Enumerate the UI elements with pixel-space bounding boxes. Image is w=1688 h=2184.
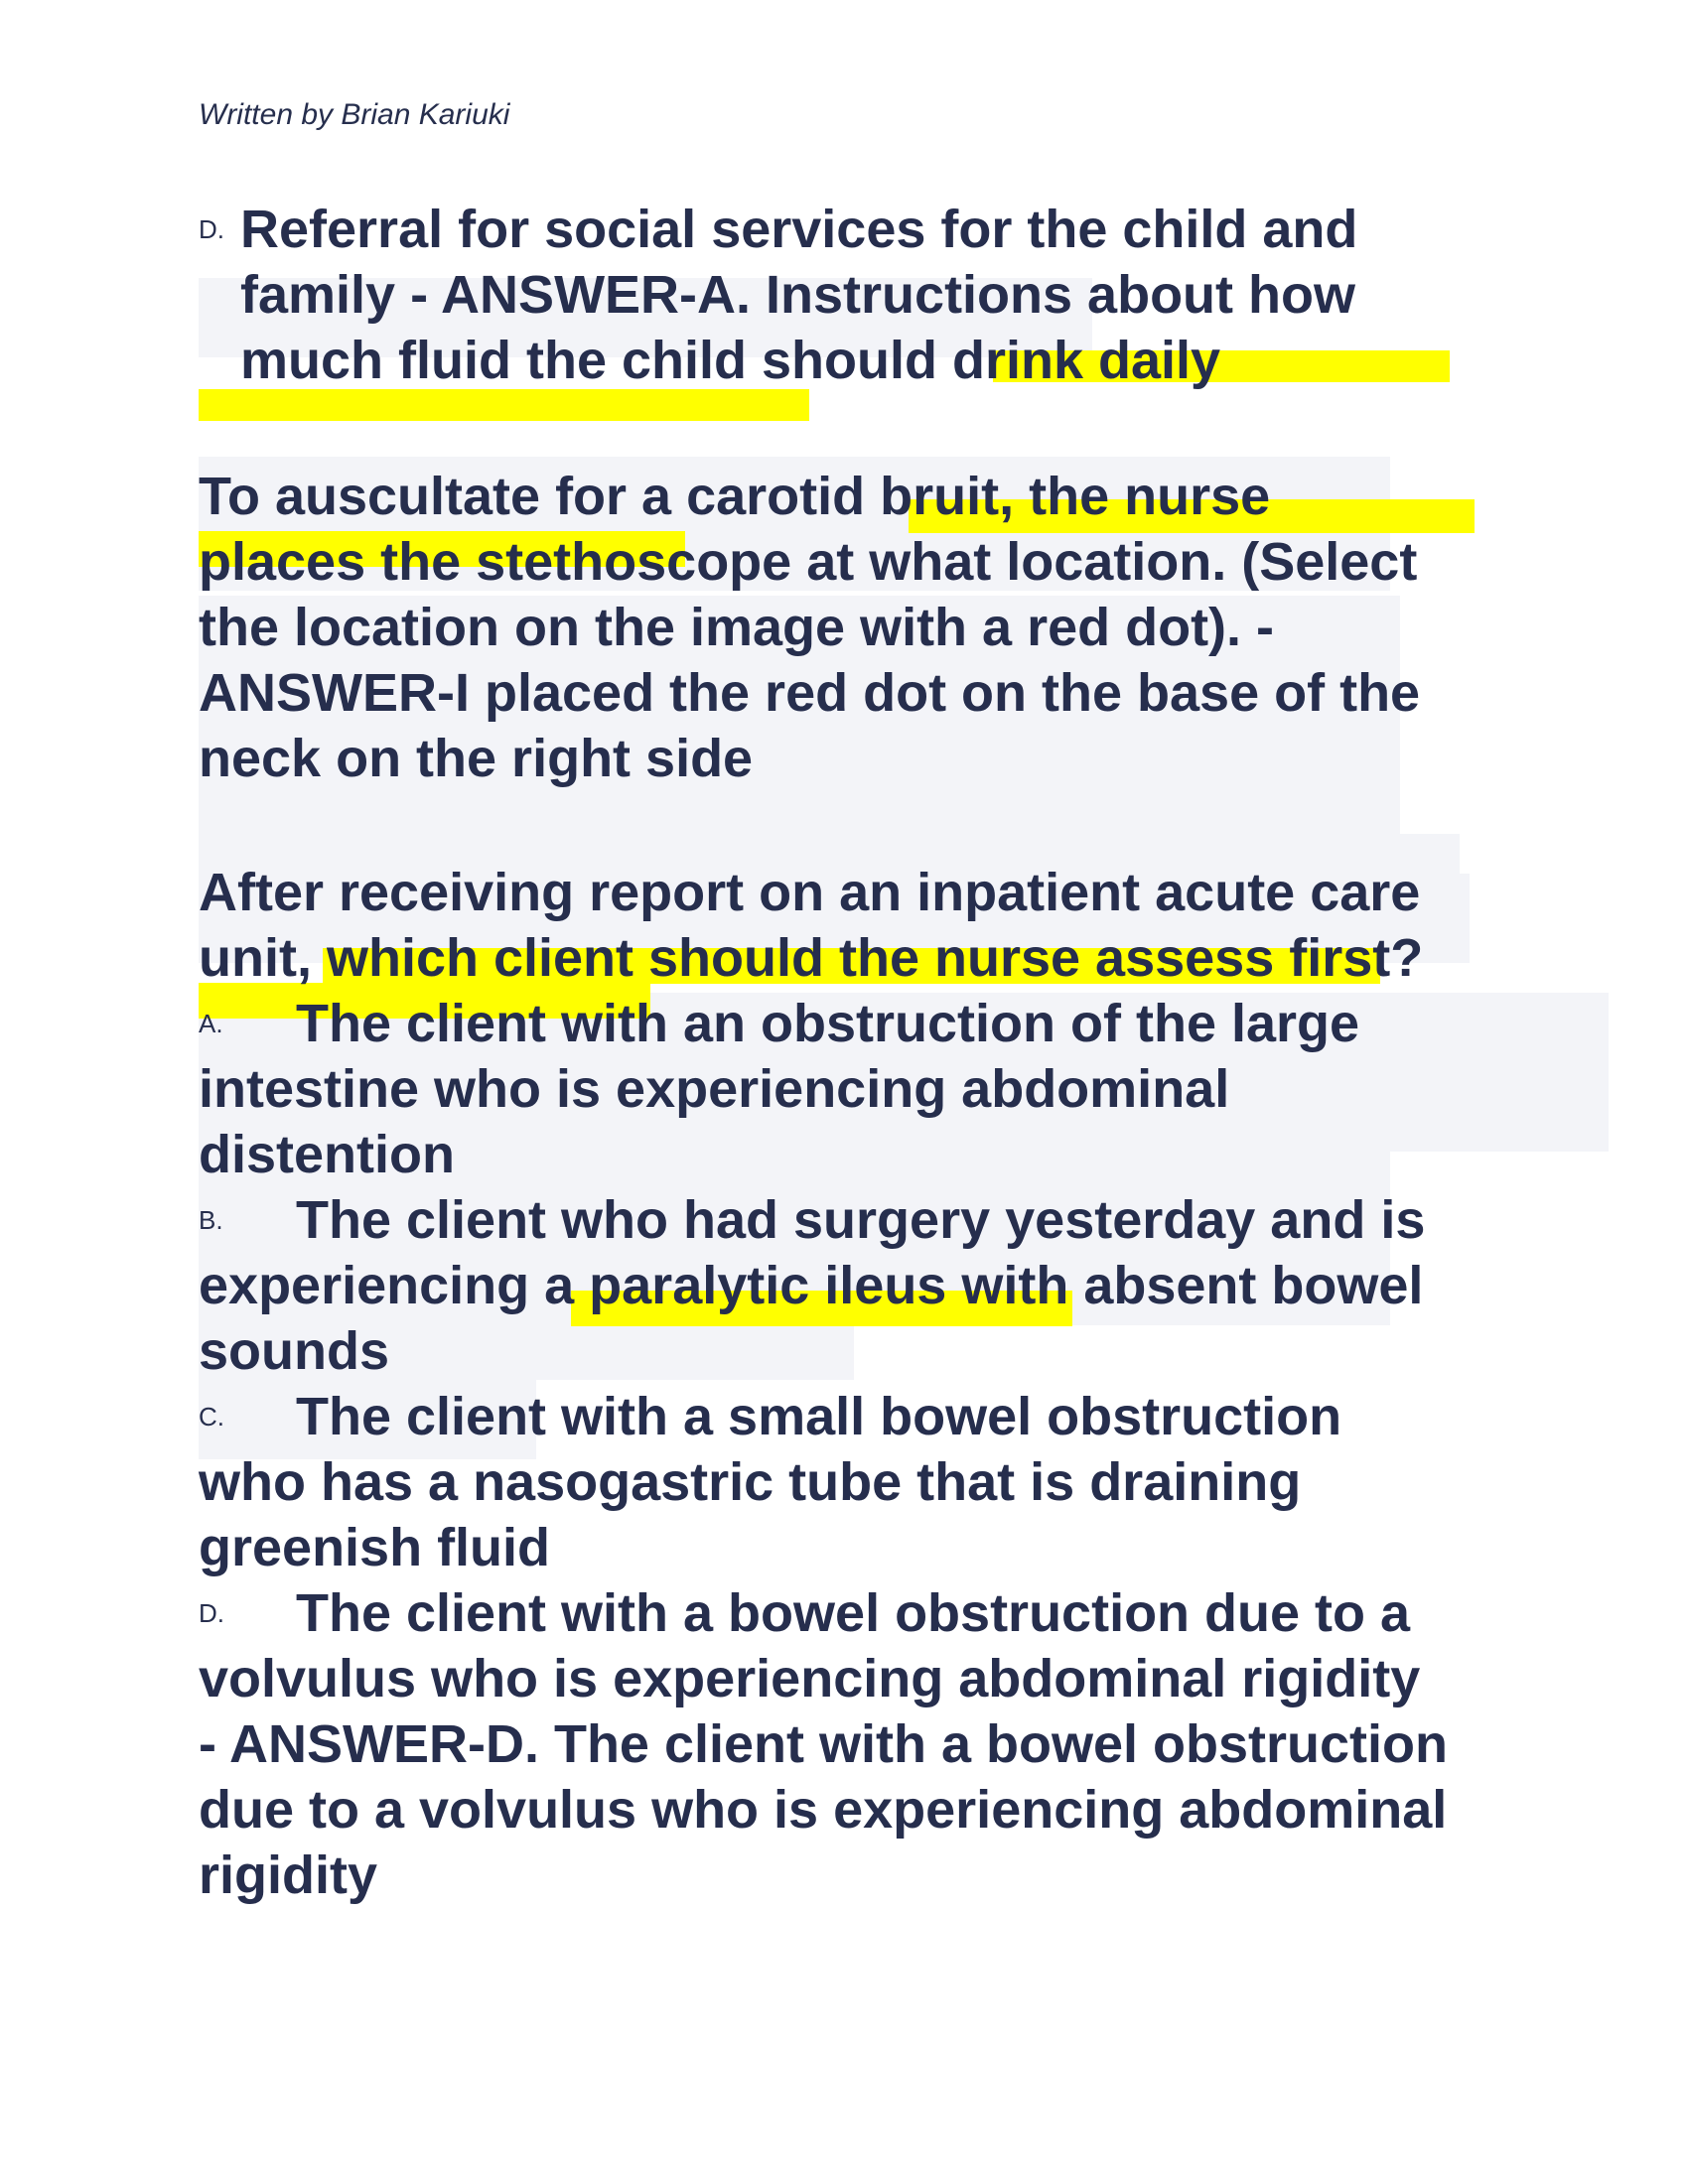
option-text-line: distention <box>199 1125 455 1184</box>
option-label: D. <box>199 1598 224 1628</box>
answer-text-line: rigidity <box>199 1845 378 1905</box>
shade-block <box>199 804 506 844</box>
answer-text-line: - ANSWER-D. The client with a bowel obstruction <box>199 1714 1449 1774</box>
option-text-line: intestine who is experiencing abdominal <box>199 1059 1230 1119</box>
option-text-line: The client who had surgery yesterday and is <box>296 1190 1426 1250</box>
question-text-line: places the stethoscope at what location. (Select <box>199 532 1418 592</box>
option-label: A. <box>199 1009 223 1038</box>
highlight-bar <box>199 389 809 421</box>
option-text-line: The client with a bowel obstruction due to a <box>296 1583 1411 1643</box>
question-text-line: ANSWER-I placed the red dot on the base of the <box>199 663 1421 723</box>
option-text-line: sounds <box>199 1321 390 1381</box>
option-text-line: volvulus who is experiencing abdominal rigidity <box>199 1649 1421 1708</box>
answer-text-line: much fluid the child should drink daily <box>240 331 1221 390</box>
option-label: B. <box>199 1205 223 1235</box>
option-text-line: who has a nasogastric tube that is draining <box>199 1452 1302 1512</box>
option-text-line: experiencing a paralytic ileus with absent bowel <box>199 1256 1424 1315</box>
question-text-line: neck on the right side <box>199 729 754 788</box>
question-text-line: To auscultate for a carotid bruit, the nurse <box>199 467 1271 526</box>
option-text-line: The client with a small bowel obstruction <box>296 1387 1342 1446</box>
option-label: C. <box>199 1402 224 1432</box>
answer-text-line: due to a volvulus who is experiencing abdominal <box>199 1780 1448 1840</box>
question-text-line: the location on the image with a red dot). - <box>199 598 1275 657</box>
option-text-line: greenish fluid <box>199 1518 551 1577</box>
option-label: D. <box>199 214 224 244</box>
option-text-line: The client with an obstruction of the large <box>296 994 1360 1053</box>
question-text-line: unit, which client should the nurse assess first? <box>199 928 1424 988</box>
answer-text-line: family - ANSWER-A. Instructions about how <box>240 265 1356 325</box>
answer-text-line: Referral for social services for the child and <box>240 200 1358 259</box>
author-line: Written by Brian Kariuki <box>199 98 510 131</box>
question-text-line: After receiving report on an inpatient acute care <box>199 863 1421 922</box>
